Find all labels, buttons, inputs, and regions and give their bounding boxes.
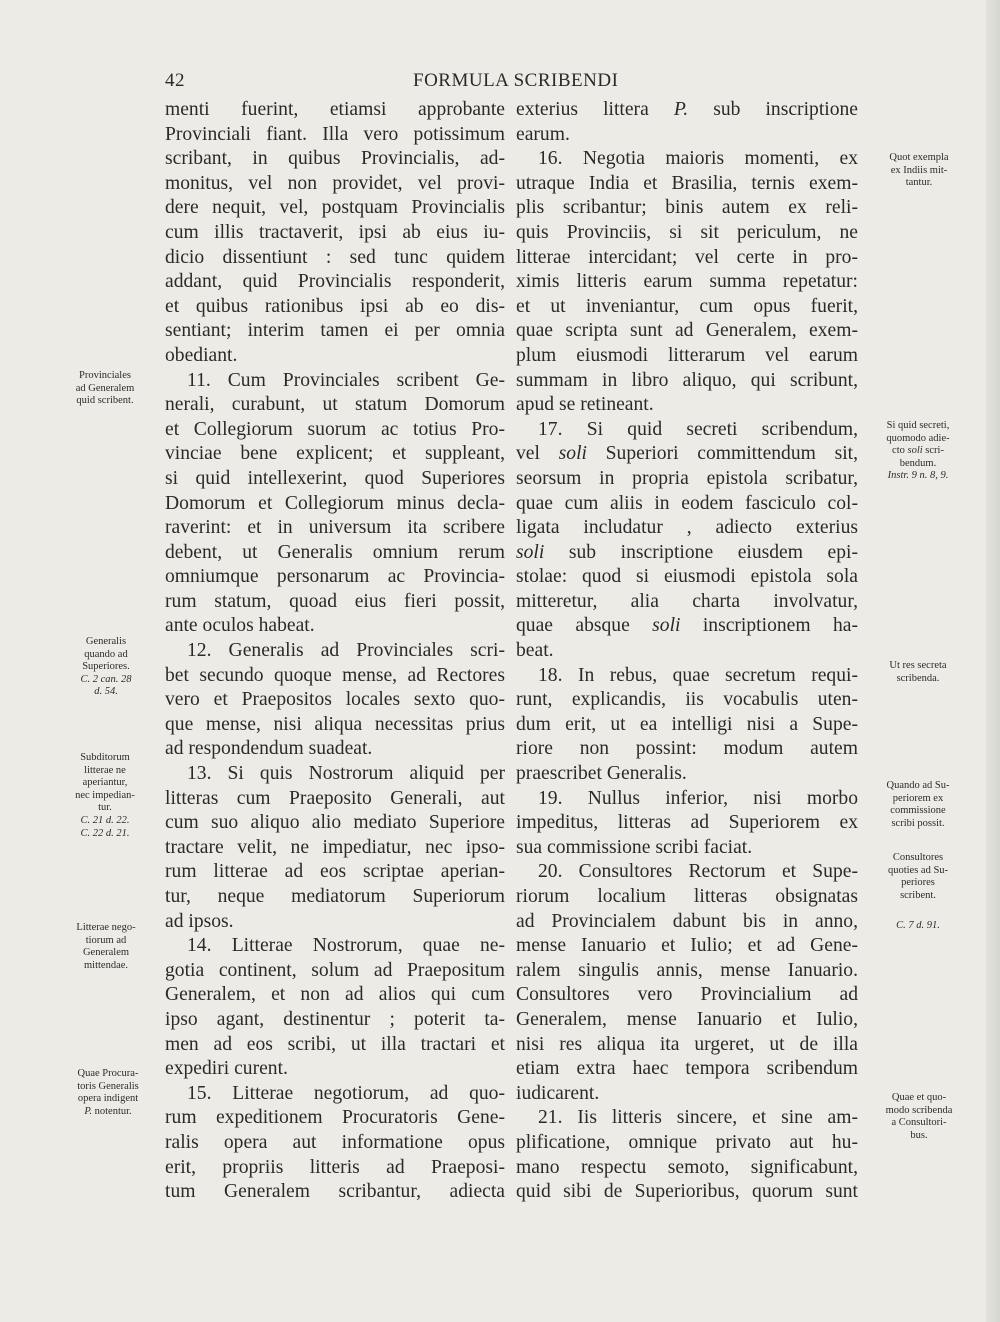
italic-word: soli bbox=[516, 541, 545, 563]
italic-word: soli bbox=[652, 615, 681, 637]
text-line: si quid intellexerint, quod Superiores bbox=[165, 467, 505, 489]
text-line: riore non possint: modum autem bbox=[516, 738, 858, 760]
note-line: scribenda. bbox=[896, 672, 940, 684]
note-line: Quando ad Su- bbox=[886, 780, 950, 791]
paragraph-12-start: 12. Generalis ad Provinciales scri- bbox=[187, 640, 505, 662]
text-line: que mense, nisi aliqua necessitas prius bbox=[165, 713, 505, 735]
note-line: quoties ad Su- bbox=[887, 864, 949, 876]
note-line: toris Generalis bbox=[77, 1080, 139, 1092]
text-line: exterius littera P. sub inscriptione bbox=[516, 99, 858, 120]
note-line: cto soli scri- bbox=[892, 445, 944, 457]
text-line: stolae: quod si eiusmodi epistola sola bbox=[516, 566, 858, 588]
text-line: plis scribantur; binis autem ex reli- bbox=[516, 197, 858, 219]
text-line: monitus, vel non providet, vel provi- bbox=[165, 172, 505, 194]
text-line: Generalem, et non ad alios qui cum bbox=[165, 984, 505, 1006]
note-line: tiorum ad bbox=[85, 934, 127, 946]
margin-note-reference-c7 bbox=[866, 920, 970, 933]
note-line: bendum. bbox=[899, 457, 937, 469]
text-line: addant, quid Provincialis responderit, bbox=[165, 271, 505, 293]
note-line: periorem ex bbox=[892, 792, 944, 804]
text-line: scribant, in quibus Provincialis, ad- bbox=[165, 148, 505, 170]
note-line: Quae et quo- bbox=[891, 1092, 947, 1103]
text-line: mano respectu semoto, significabunt, bbox=[516, 1156, 858, 1178]
text-line: dum erit, ut ea intelligi nisi a Supe- bbox=[516, 713, 858, 735]
paragraph-21-start: 21. Iis litteris sincere, et sine am- bbox=[538, 1107, 858, 1129]
text-line: ralis opera aut informatione opus bbox=[165, 1131, 505, 1153]
note-line: quomodo adie- bbox=[886, 432, 950, 444]
text-line: mense Ianuario et Iulio; et ad Gene- bbox=[516, 935, 858, 957]
text-line: litteras cum Praeposito Generali, aut bbox=[165, 787, 505, 809]
text-line: mitteretur, alia charta involvatur, bbox=[516, 590, 858, 612]
text-line: ximis litteris earum summa repetatur: bbox=[516, 271, 858, 293]
paragraph-20-start: 20. Consultores Rectorum et Supe- bbox=[538, 861, 858, 883]
text-line: nisi res aliqua ita urgeret, ut de illa bbox=[516, 1033, 858, 1055]
text-line: riorum localium litteras obsignatas bbox=[516, 886, 858, 907]
text-line: Provinciali fiant. Illa vero potissimum bbox=[165, 123, 505, 145]
text-line: runt, explicandis, iis vocabulis uten- bbox=[516, 689, 858, 711]
margin-note-provinciales bbox=[52, 370, 158, 408]
note-line: Instr. 9 n. 8, 9. bbox=[887, 470, 949, 482]
text-line: ante oculos habeat. bbox=[165, 615, 315, 637]
text-line: seorsum in propria epistola scribatur, bbox=[516, 467, 858, 489]
left-text-column bbox=[165, 98, 505, 1205]
text-line: et ut inveniantur, cum opus fuerit, bbox=[516, 295, 858, 317]
margin-note-quae-et-quomodo bbox=[868, 1092, 970, 1142]
text-line: impeditus, litteras ad Superiorem ex bbox=[516, 812, 858, 834]
running-header bbox=[165, 70, 865, 96]
text-line: obediant. bbox=[165, 344, 238, 366]
text-line: et quibus rationibus ipsi ab eo dis- bbox=[165, 295, 505, 317]
note-line: tantur. bbox=[905, 177, 933, 189]
paragraph-14-start: 14. Litterae Nostrorum, quae ne- bbox=[187, 935, 505, 957]
text-line: expediri curent. bbox=[165, 1058, 288, 1080]
text-line: tractare velit, ne impediatur, nec ipso- bbox=[165, 836, 505, 858]
text-line: vinciae bene explicent; et suppleant, bbox=[165, 443, 505, 465]
text-line: quae scripta sunt ad Generalem, exem- bbox=[516, 320, 858, 342]
text-line: cum illis tractaverit, ipsi ab eius iu- bbox=[165, 221, 505, 243]
text-line: raverint: et in universum ita scribere bbox=[165, 517, 505, 539]
text-line: tum Generalem scribantur, adiecta bbox=[165, 1181, 505, 1203]
note-line: Ut res secreta bbox=[889, 660, 947, 671]
note-line: d. 54. bbox=[94, 686, 118, 698]
text-line: etiam extra haec tempora scribendum bbox=[516, 1058, 858, 1080]
note-line: litterae ne bbox=[84, 764, 126, 776]
note-line: C. 22 d. 21. bbox=[80, 827, 130, 839]
note-line: modo scribenda bbox=[885, 1104, 953, 1116]
text-line: iudicarent. bbox=[516, 1082, 600, 1104]
margin-note-si-quid-secreti bbox=[866, 420, 970, 483]
note-line: ex Indiis mit- bbox=[890, 164, 948, 176]
running-title: FORMULA SCRIBENDI bbox=[413, 70, 619, 91]
note-line: scribent. bbox=[900, 889, 936, 901]
text-line: ad Provincialem dabunt bis in anno, bbox=[516, 910, 858, 932]
note-line: quid scribent. bbox=[76, 395, 134, 407]
note-line: P. notentur. bbox=[84, 1105, 132, 1117]
text-line: debent, ut Generalis omnium rerum bbox=[165, 541, 505, 563]
text-line: omniumque personarum ac Provincia- bbox=[165, 566, 505, 588]
text-line: ligata includatur , adiecto exterius bbox=[516, 517, 858, 539]
note-line: nec impedian- bbox=[75, 789, 135, 801]
margin-note-quando-ad-superiorem bbox=[866, 780, 970, 830]
text-line: earum. bbox=[516, 123, 570, 145]
note-line: Si quid secreti, bbox=[886, 420, 950, 431]
text-line: menti fuerint, etiamsi approbante bbox=[165, 99, 505, 120]
text-line: litterae intercidant; vel certe in pro- bbox=[516, 246, 858, 268]
italic-word: P. bbox=[84, 1105, 92, 1117]
right-text-column bbox=[516, 98, 858, 1205]
text-line: bet secundo quoque mense, ad Rectores bbox=[165, 664, 505, 686]
text-line: tur, neque mediatorum Superiorum bbox=[165, 886, 505, 907]
text-line: Domorum et Collegiorum minus decla- bbox=[165, 492, 505, 514]
note-line: Provinciales bbox=[79, 370, 131, 381]
note-line: periores bbox=[901, 877, 935, 889]
note-line: Litterae nego- bbox=[76, 922, 136, 933]
page-number: 42 bbox=[165, 70, 185, 91]
italic-word: soli bbox=[558, 443, 587, 465]
paragraph-11-start: 11. Cum Provinciales scribent Ge- bbox=[187, 369, 505, 391]
text-line: plificatione, omnique privato aut hu- bbox=[516, 1131, 858, 1153]
text-line: vel soli Superiori committendum sit, bbox=[516, 443, 858, 465]
text-line: dere nequit, vel, postquam Provincialis bbox=[165, 197, 505, 219]
text-line-italic-soli: quae absque soli inscriptionem ha- bbox=[516, 615, 858, 637]
text-line: rum litterae ad eos scriptae aperian- bbox=[165, 861, 505, 883]
text-line: beat. bbox=[516, 640, 554, 662]
text-line: Generalem, mense Ianuario et Iulio, bbox=[516, 1008, 858, 1030]
note-line: opera indigent bbox=[77, 1093, 139, 1105]
text-line: apud se retineant. bbox=[516, 394, 654, 416]
note-line: C. 7 d. 91. bbox=[896, 920, 940, 931]
text-line: rum statum, quoad eius fieri possit, bbox=[165, 590, 505, 612]
margin-note-litterae-negotiorum bbox=[56, 922, 156, 972]
note-line: quando ad bbox=[84, 648, 128, 660]
note-line: Quae Procura- bbox=[77, 1068, 139, 1079]
margin-note-ut-res-secreta bbox=[868, 660, 968, 685]
text-line: nerali, curabunt, ut statum Domorum bbox=[165, 394, 505, 416]
text-line: gotia continent, solum ad Praepositum bbox=[165, 959, 505, 981]
margin-note-generalis-quando bbox=[58, 636, 154, 699]
paragraph-19-start: 19. Nullus inferior, nisi morbo bbox=[538, 787, 858, 809]
italic-word: soli bbox=[907, 445, 923, 457]
note-line: C. 2 can. 28 bbox=[80, 673, 132, 685]
note-line: ad Generalem bbox=[75, 382, 135, 394]
note-line: mittendae. bbox=[83, 959, 129, 971]
text-line: Consultores vero Provincialium ad bbox=[516, 984, 858, 1006]
note-line: Subditorum bbox=[80, 752, 130, 763]
text-line: vero et Praepositos locales sexto quo- bbox=[165, 689, 505, 711]
text-line: utraque India et Brasilia, ternis exem- bbox=[516, 172, 858, 194]
text-line: praescribet Generalis. bbox=[516, 763, 687, 785]
text-line-italic-soli: soli sub inscriptione eiusdem epi- bbox=[516, 541, 858, 563]
note-line: tur. bbox=[98, 802, 112, 814]
paragraph-16-start: 16. Negotia maioris momenti, ex bbox=[538, 148, 858, 170]
text-line: men ad eos scribi, ut illa tractari et bbox=[165, 1033, 505, 1055]
text-line: ad ipsos. bbox=[165, 910, 234, 932]
margin-note-subditorum bbox=[52, 752, 158, 840]
text-line: ipso agant, destinentur ; poterit ta- bbox=[165, 1008, 505, 1030]
note-line: a Consultori- bbox=[891, 1117, 947, 1129]
text-line: quis Provinciis, si sit periculum, ne bbox=[516, 221, 858, 243]
note-line: scribi possit. bbox=[891, 817, 945, 829]
text-line: dicio dissentiunt : sed tunc quidem bbox=[165, 246, 505, 268]
text-line: quae cum aliis in eodem fasciculo col- bbox=[516, 492, 858, 514]
margin-note-quot-exempla bbox=[868, 152, 970, 190]
margin-note-procuratoris bbox=[56, 1068, 160, 1118]
text-line: sua commissione scribi faciat. bbox=[516, 836, 753, 858]
text-line: ad respondendum suadeat. bbox=[165, 738, 373, 760]
paragraph-15-start: 15. Litterae negotiorum, ad quo- bbox=[187, 1082, 505, 1104]
note-line: Generalis bbox=[85, 636, 127, 647]
note-line: commissione bbox=[890, 805, 946, 817]
text-line: erit, propriis litteris ad Praeposi- bbox=[165, 1156, 505, 1178]
note-line: Quot exempla bbox=[889, 152, 949, 163]
paragraph-13-start: 13. Si quis Nostrorum aliquid per bbox=[187, 763, 505, 785]
text-line: cum suo aliquo alio mediato Superiore bbox=[165, 812, 505, 834]
text-line: rum expeditionem Procuratoris Gene- bbox=[165, 1107, 505, 1129]
note-line: Consultores bbox=[892, 852, 944, 863]
note-line: bus. bbox=[910, 1129, 928, 1141]
italic-word: P. bbox=[673, 99, 689, 120]
note-line: C. 21 d. 22. bbox=[80, 814, 130, 826]
paragraph-17-start: 17. Si quid secreti scribendum, bbox=[538, 418, 858, 440]
text-line: et Collegiorum suorum ac totius Pro- bbox=[165, 418, 505, 440]
margin-note-consultores-quoties bbox=[866, 852, 970, 902]
text-line: sentiant; interim tamen ei per omnia bbox=[165, 320, 505, 342]
text-line: summam in libro aliquo, qui scribunt, bbox=[516, 369, 858, 391]
paragraph-18-start: 18. In rebus, quae secretum requi- bbox=[538, 664, 858, 686]
text-line: quid sibi de Superioribus, quorum sunt bbox=[516, 1181, 858, 1203]
note-line: aperiantur, bbox=[82, 777, 128, 789]
text-line: plum eiusmodi litterarum vel earum bbox=[516, 344, 858, 366]
text-line: ralem singulis annis, mense Ianuario. bbox=[516, 959, 858, 981]
page-edge bbox=[986, 0, 1000, 1322]
note-line: Generalem bbox=[82, 947, 130, 959]
note-line: Superiores. bbox=[82, 661, 130, 673]
